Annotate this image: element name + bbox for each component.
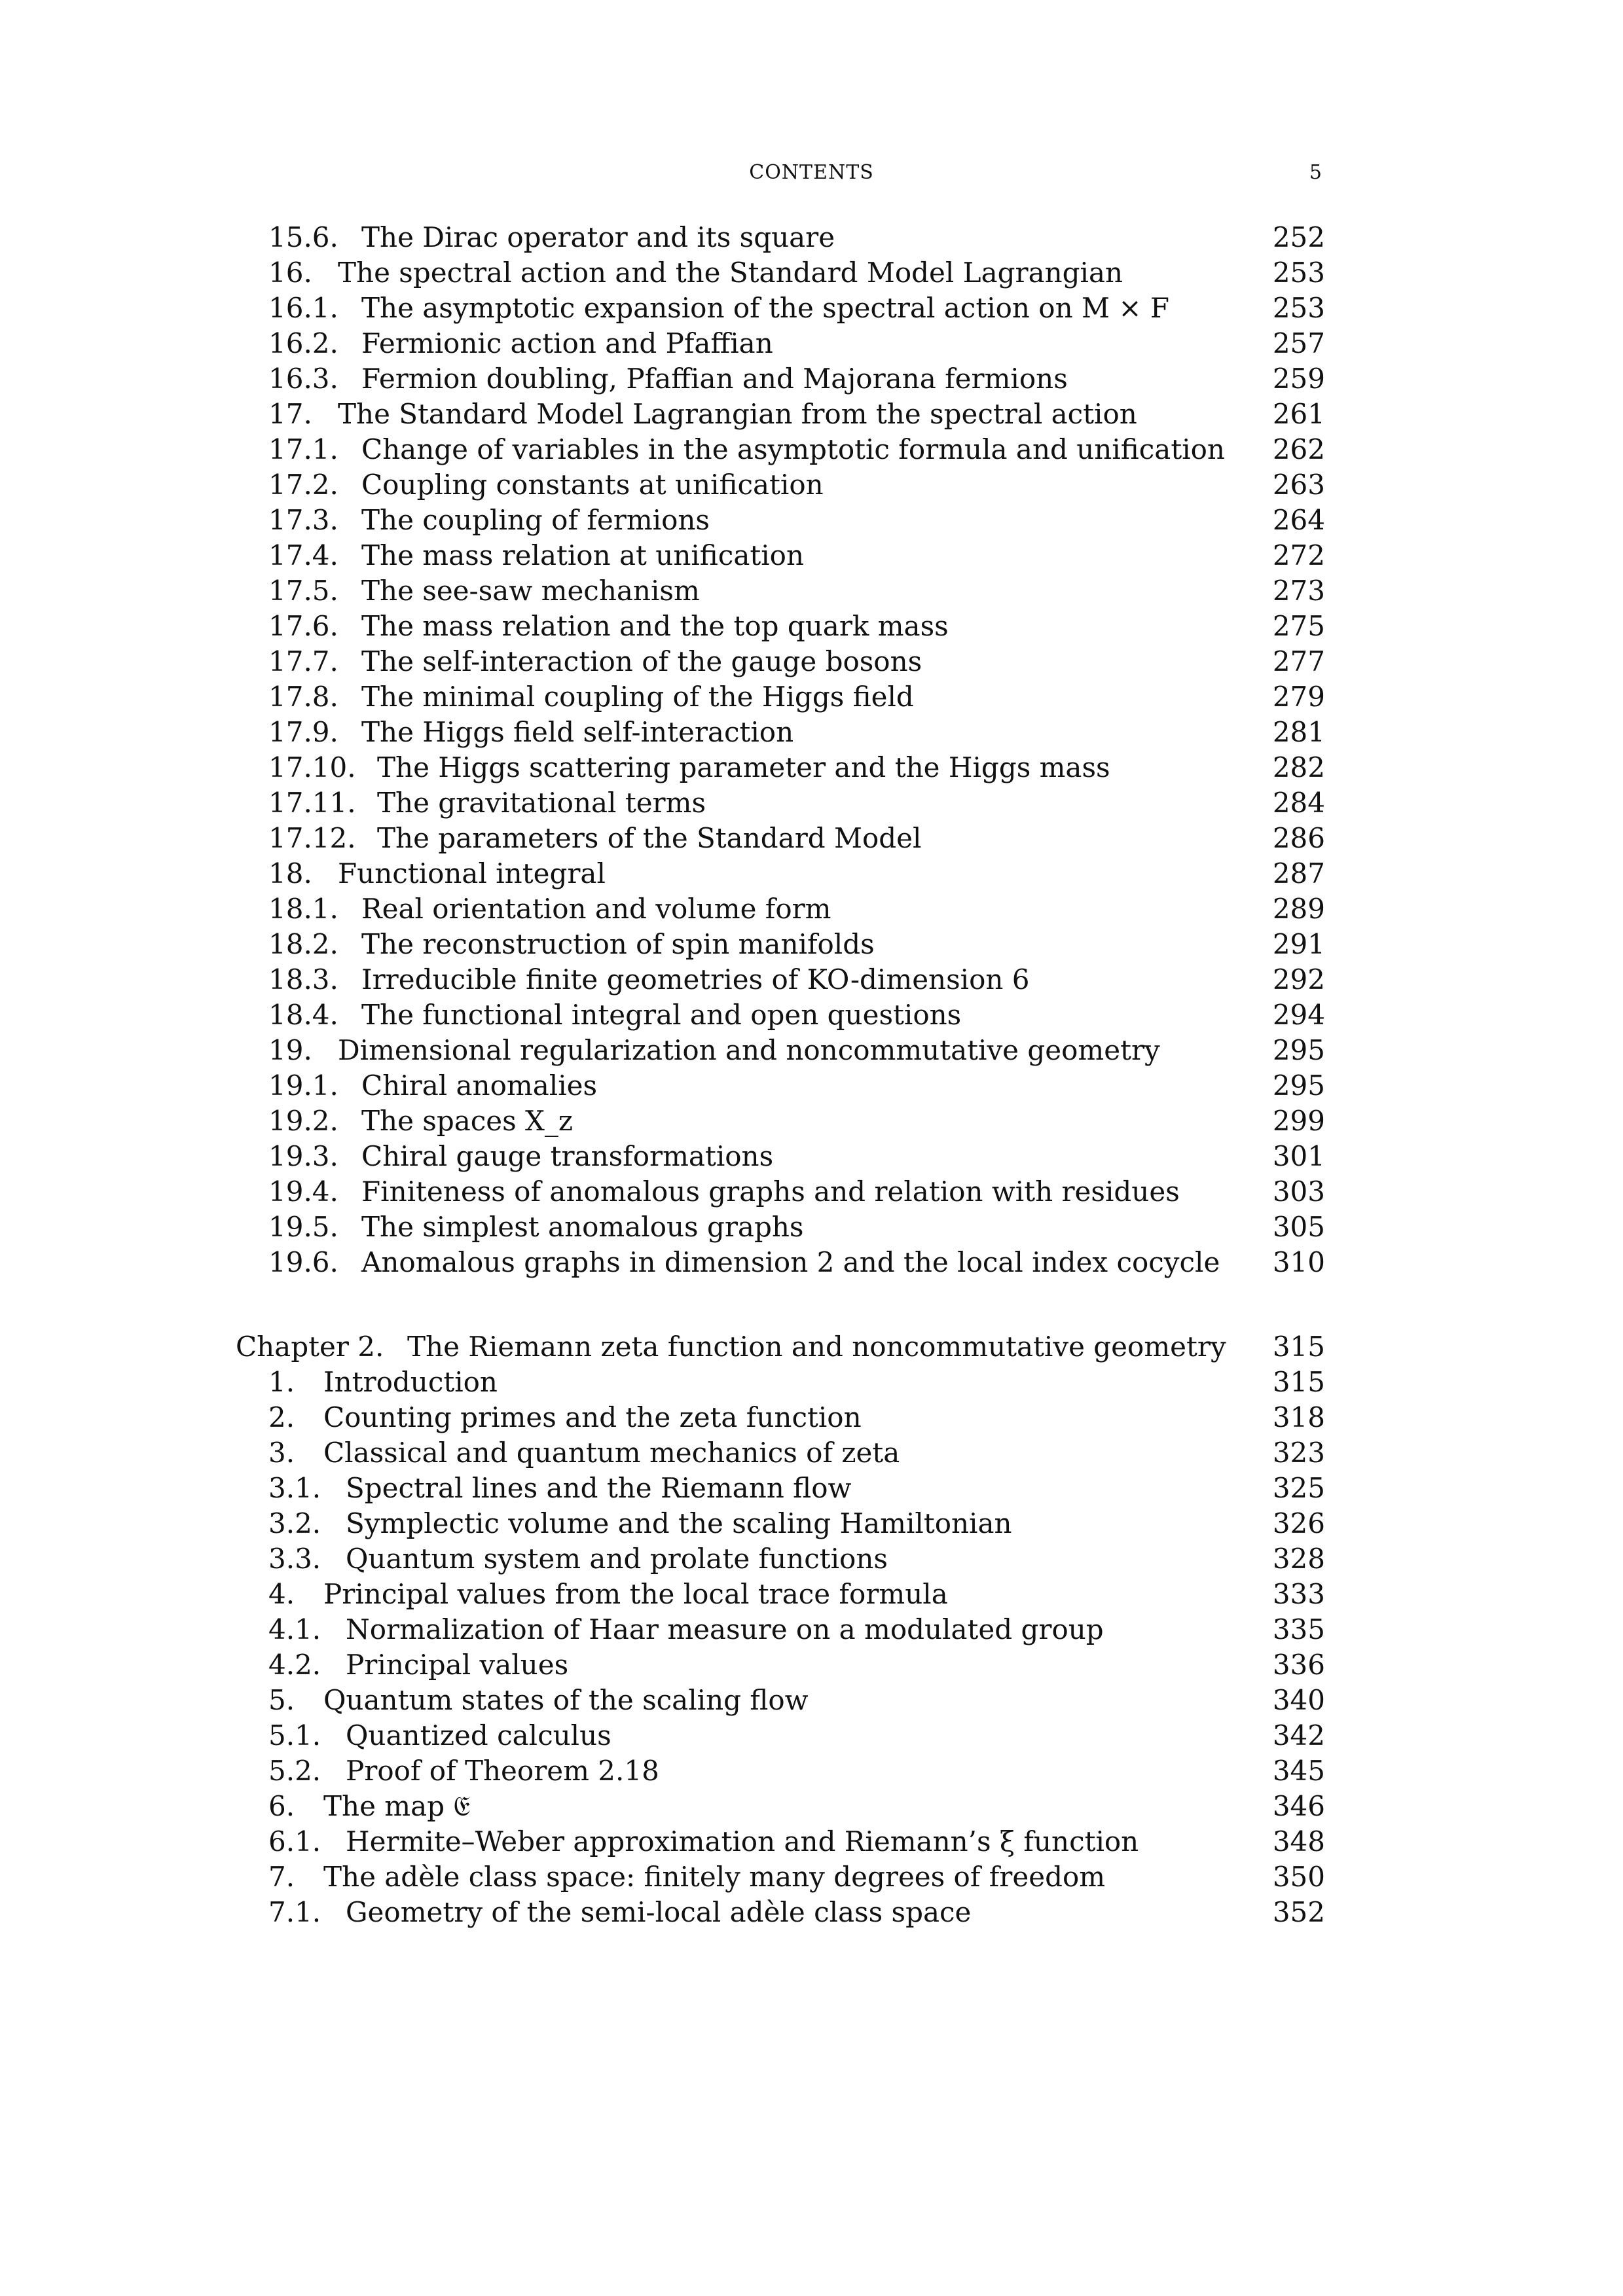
entry-number: 6.1. xyxy=(268,1825,321,1857)
entry-page: 287 xyxy=(1272,857,1325,889)
entry-number: 7.1. xyxy=(268,1896,321,1928)
entry-page: 292 xyxy=(1272,963,1325,996)
toc-entry[interactable] xyxy=(0,1718,1623,1753)
toc-entry[interactable] xyxy=(0,750,1623,785)
entry-number: 17. xyxy=(268,398,312,430)
entry-number: 17.4. xyxy=(268,539,338,571)
entry-title: Real orientation and volume form xyxy=(361,893,831,925)
entry-title: Change of variables in the asymptotic formula and unification xyxy=(361,433,1225,465)
entry-title: The Higgs scattering parameter and the Higgs mass xyxy=(377,751,1110,783)
running-head xyxy=(0,160,1623,186)
toc-entry[interactable] xyxy=(0,856,1623,891)
entry-title: The map 𝔈 xyxy=(323,1790,471,1822)
entry-page: 272 xyxy=(1272,539,1325,571)
entry-number: 19. xyxy=(268,1034,312,1066)
toc-entry[interactable] xyxy=(0,291,1623,326)
entry-page: 252 xyxy=(1272,221,1325,253)
entry-title: Spectral lines and the Riemann flow xyxy=(346,1472,852,1504)
entry-number: 18.2. xyxy=(268,928,338,960)
toc-entry[interactable] xyxy=(0,220,1623,255)
entry-number: 17.12. xyxy=(268,822,356,854)
entry-page: 294 xyxy=(1272,999,1325,1031)
entry-number: 17.1. xyxy=(268,433,338,465)
entry-page: 345 xyxy=(1272,1755,1325,1787)
toc-entry[interactable] xyxy=(0,1541,1623,1577)
entry-title: Functional integral xyxy=(338,857,606,889)
entry-number: 16.3. xyxy=(268,363,338,395)
entry-title: The self-interaction of the gauge bosons xyxy=(361,645,922,677)
entry-page: 264 xyxy=(1272,504,1325,536)
toc-entry[interactable] xyxy=(0,715,1623,750)
toc-entry[interactable] xyxy=(0,1647,1623,1683)
running-title: CONTENTS xyxy=(749,161,874,184)
entry-title: The functional integral and open questions xyxy=(361,999,962,1031)
entry-page: 277 xyxy=(1272,645,1325,677)
entry-number: 17.5. xyxy=(268,575,338,607)
entry-title: Coupling constants at unification xyxy=(361,469,824,501)
toc-entry[interactable] xyxy=(0,1103,1623,1139)
entry-number: 19.5. xyxy=(268,1211,338,1243)
toc-entry[interactable] xyxy=(0,1824,1623,1859)
entry-page: 333 xyxy=(1272,1578,1325,1610)
entry-title: Fermionic action and Pfaffian xyxy=(361,327,773,359)
entry-title: Normalization of Haar measure on a modulated group xyxy=(346,1613,1104,1645)
entry-number: 18.4. xyxy=(268,999,338,1031)
entry-title: Geometry of the semi-local adèle class space xyxy=(346,1896,972,1928)
entry-number: 1. xyxy=(268,1366,295,1398)
entry-number: 4. xyxy=(268,1578,295,1610)
entry-page: 328 xyxy=(1272,1543,1325,1575)
entry-page: 263 xyxy=(1272,469,1325,501)
entry-number: 17.9. xyxy=(268,716,338,748)
toc-entry[interactable] xyxy=(0,679,1623,715)
entry-page: 281 xyxy=(1272,716,1325,748)
entry-number: 17.8. xyxy=(268,681,338,713)
toc-entry[interactable] xyxy=(0,1895,1623,1930)
entry-number: 3.2. xyxy=(268,1507,321,1539)
entry-title: The spaces X_z xyxy=(361,1105,574,1137)
entry-number: 17.6. xyxy=(268,610,338,642)
toc-entry[interactable] xyxy=(0,927,1623,962)
entry-number: 6. xyxy=(268,1790,295,1822)
entry-title: Quantized calculus xyxy=(346,1719,611,1751)
entry-page: 340 xyxy=(1272,1684,1325,1716)
toc-entry[interactable] xyxy=(0,962,1623,997)
entry-number: 18.1. xyxy=(268,893,338,925)
entry-number: 18. xyxy=(268,857,312,889)
entry-page: 282 xyxy=(1272,751,1325,783)
entry-title: The minimal coupling of the Higgs field xyxy=(361,681,914,713)
entry-page: 315 xyxy=(1272,1366,1325,1398)
toc-chapter-entry[interactable] xyxy=(0,1329,1623,1365)
entry-page: 275 xyxy=(1272,610,1325,642)
entry-number: 19.6. xyxy=(268,1246,338,1278)
entry-title: The coupling of fermions xyxy=(361,504,710,536)
toc-entry[interactable] xyxy=(0,785,1623,821)
toc-entry[interactable] xyxy=(0,1033,1623,1068)
entry-page: 315 xyxy=(1272,1331,1325,1363)
toc-entry[interactable] xyxy=(0,1139,1623,1174)
entry-title: Hermite–Weber approximation and Riemann’s ξ function xyxy=(346,1825,1139,1857)
toc-entry[interactable] xyxy=(0,1435,1623,1471)
entry-page: 253 xyxy=(1272,292,1325,324)
entry-title: Quantum states of the scaling flow xyxy=(323,1684,809,1716)
entry-number: 16.1. xyxy=(268,292,338,324)
toc-entry[interactable] xyxy=(0,1365,1623,1400)
entry-page: 284 xyxy=(1272,787,1325,819)
toc-entry[interactable] xyxy=(0,1174,1623,1210)
chapter-title: The Riemann zeta function and noncommutative geometry xyxy=(407,1331,1226,1363)
toc-entry[interactable] xyxy=(0,1612,1623,1647)
entry-title: Symplectic volume and the scaling Hamiltonian xyxy=(346,1507,1012,1539)
entry-number: 3.3. xyxy=(268,1543,321,1575)
entry-number: 19.3. xyxy=(268,1140,338,1172)
toc-entry[interactable] xyxy=(0,1789,1623,1824)
toc-entry[interactable] xyxy=(0,432,1623,467)
entry-page: 299 xyxy=(1272,1105,1325,1137)
page-number: 5 xyxy=(1309,161,1322,184)
entry-number: 2. xyxy=(268,1401,295,1433)
entry-title: The Standard Model Lagrangian from the spectral action xyxy=(338,398,1137,430)
toc-entry[interactable] xyxy=(0,1210,1623,1245)
entry-page: 305 xyxy=(1272,1211,1325,1243)
toc-entry[interactable] xyxy=(0,1753,1623,1789)
entry-number: 15.6. xyxy=(268,221,338,253)
entry-page: 346 xyxy=(1272,1790,1325,1822)
entry-title: Chiral anomalies xyxy=(361,1069,598,1102)
entry-title: The asymptotic expansion of the spectral action on M × F xyxy=(361,292,1170,324)
entry-title: Anomalous graphs in dimension 2 and the local index cocycle xyxy=(361,1246,1220,1278)
toc-entry[interactable] xyxy=(0,1683,1623,1718)
toc-entry[interactable] xyxy=(0,573,1623,609)
entry-title: Irreducible finite geometries of KO-dimension 6 xyxy=(361,963,1030,996)
entry-page: 273 xyxy=(1272,575,1325,607)
entry-number: 19.1. xyxy=(268,1069,338,1102)
toc-entry[interactable] xyxy=(0,1471,1623,1506)
toc-entry[interactable] xyxy=(0,1577,1623,1612)
toc-entry[interactable] xyxy=(0,397,1623,432)
toc-entry[interactable] xyxy=(0,997,1623,1033)
entry-number: 5. xyxy=(268,1684,295,1716)
entry-title: The mass relation and the top quark mass xyxy=(361,610,949,642)
entry-page: 348 xyxy=(1272,1825,1325,1857)
entry-page: 301 xyxy=(1272,1140,1325,1172)
entry-title: The see-saw mechanism xyxy=(361,575,700,607)
entry-number: 3.1. xyxy=(268,1472,321,1504)
entry-page: 279 xyxy=(1272,681,1325,713)
entry-title: Proof of Theorem 2.18 xyxy=(346,1755,659,1787)
entry-title: Dimensional regularization and noncommutative geometry xyxy=(338,1034,1160,1066)
entry-title: The parameters of the Standard Model xyxy=(377,822,922,854)
entry-page: 295 xyxy=(1272,1069,1325,1102)
entry-page: 326 xyxy=(1272,1507,1325,1539)
entry-page: 352 xyxy=(1272,1896,1325,1928)
entry-page: 323 xyxy=(1272,1437,1325,1469)
entry-title: Principal values xyxy=(346,1649,569,1681)
entry-page: 335 xyxy=(1272,1613,1325,1645)
chapter-number: Chapter 2. xyxy=(236,1331,384,1363)
toc-entry[interactable] xyxy=(0,1245,1623,1280)
toc-entry[interactable] xyxy=(0,326,1623,361)
entry-title: Principal values from the local trace formula xyxy=(323,1578,948,1610)
toc-entry[interactable] xyxy=(0,255,1623,291)
entry-number: 16.2. xyxy=(268,327,338,359)
entry-page: 289 xyxy=(1272,893,1325,925)
entry-page: 261 xyxy=(1272,398,1325,430)
entry-page: 310 xyxy=(1272,1246,1325,1278)
entry-page: 295 xyxy=(1272,1034,1325,1066)
entry-title: The Higgs field self-interaction xyxy=(361,716,794,748)
entry-number: 5.1. xyxy=(268,1719,321,1751)
toc-entry[interactable] xyxy=(0,467,1623,503)
entry-number: 17.7. xyxy=(268,645,338,677)
entry-page: 291 xyxy=(1272,928,1325,960)
toc-entry[interactable] xyxy=(0,503,1623,538)
entry-title: The mass relation at unification xyxy=(361,539,805,571)
entry-number: 17.10. xyxy=(268,751,356,783)
toc-entry[interactable] xyxy=(0,609,1623,644)
entry-page: 259 xyxy=(1272,363,1325,395)
entry-number: 17.2. xyxy=(268,469,338,501)
entry-page: 342 xyxy=(1272,1719,1325,1751)
toc-entry[interactable] xyxy=(0,1859,1623,1895)
entry-page: 286 xyxy=(1272,822,1325,854)
toc-entry[interactable] xyxy=(0,821,1623,856)
entry-title: Finiteness of anomalous graphs and relation with residues xyxy=(361,1175,1180,1208)
entry-number: 18.3. xyxy=(268,963,338,996)
entry-title: The spectral action and the Standard Model Lagrangian xyxy=(338,257,1123,289)
toc-entry[interactable] xyxy=(0,891,1623,927)
toc-entry[interactable] xyxy=(0,1068,1623,1103)
toc-entry[interactable] xyxy=(0,644,1623,679)
entry-title: Fermion doubling, Pfaffian and Majorana fermions xyxy=(361,363,1068,395)
entry-number: 16. xyxy=(268,257,312,289)
toc-entry[interactable] xyxy=(0,538,1623,573)
entry-page: 257 xyxy=(1272,327,1325,359)
entry-number: 19.4. xyxy=(268,1175,338,1208)
toc-entry[interactable] xyxy=(0,361,1623,397)
toc-entry[interactable] xyxy=(0,1400,1623,1435)
entry-page: 262 xyxy=(1272,433,1325,465)
entry-number: 17.11. xyxy=(268,787,356,819)
entry-page: 253 xyxy=(1272,257,1325,289)
entry-title: Chiral gauge transformations xyxy=(361,1140,774,1172)
entry-title: The simplest anomalous graphs xyxy=(361,1211,804,1243)
entry-number: 3. xyxy=(268,1437,295,1469)
entry-title: Counting primes and the zeta function xyxy=(323,1401,862,1433)
entry-number: 7. xyxy=(268,1861,295,1893)
entry-page: 325 xyxy=(1272,1472,1325,1504)
entry-number: 17.3. xyxy=(268,504,338,536)
entry-number: 19.2. xyxy=(268,1105,338,1137)
entry-page: 318 xyxy=(1272,1401,1325,1433)
entry-title: The gravitational terms xyxy=(377,787,706,819)
entry-title: Introduction xyxy=(323,1366,498,1398)
entry-title: Classical and quantum mechanics of zeta xyxy=(323,1437,900,1469)
entry-page: 350 xyxy=(1272,1861,1325,1893)
toc-entry[interactable] xyxy=(0,1506,1623,1541)
entry-page: 336 xyxy=(1272,1649,1325,1681)
entry-number: 4.2. xyxy=(268,1649,321,1681)
entry-title: The adèle class space: finitely many degrees of freedom xyxy=(323,1861,1106,1893)
entry-number: 5.2. xyxy=(268,1755,321,1787)
entry-page: 303 xyxy=(1272,1175,1325,1208)
entry-title: The Dirac operator and its square xyxy=(361,221,835,253)
entry-title: The reconstruction of spin manifolds xyxy=(361,928,875,960)
entry-title: Quantum system and prolate functions xyxy=(346,1543,888,1575)
entry-number: 4.1. xyxy=(268,1613,321,1645)
